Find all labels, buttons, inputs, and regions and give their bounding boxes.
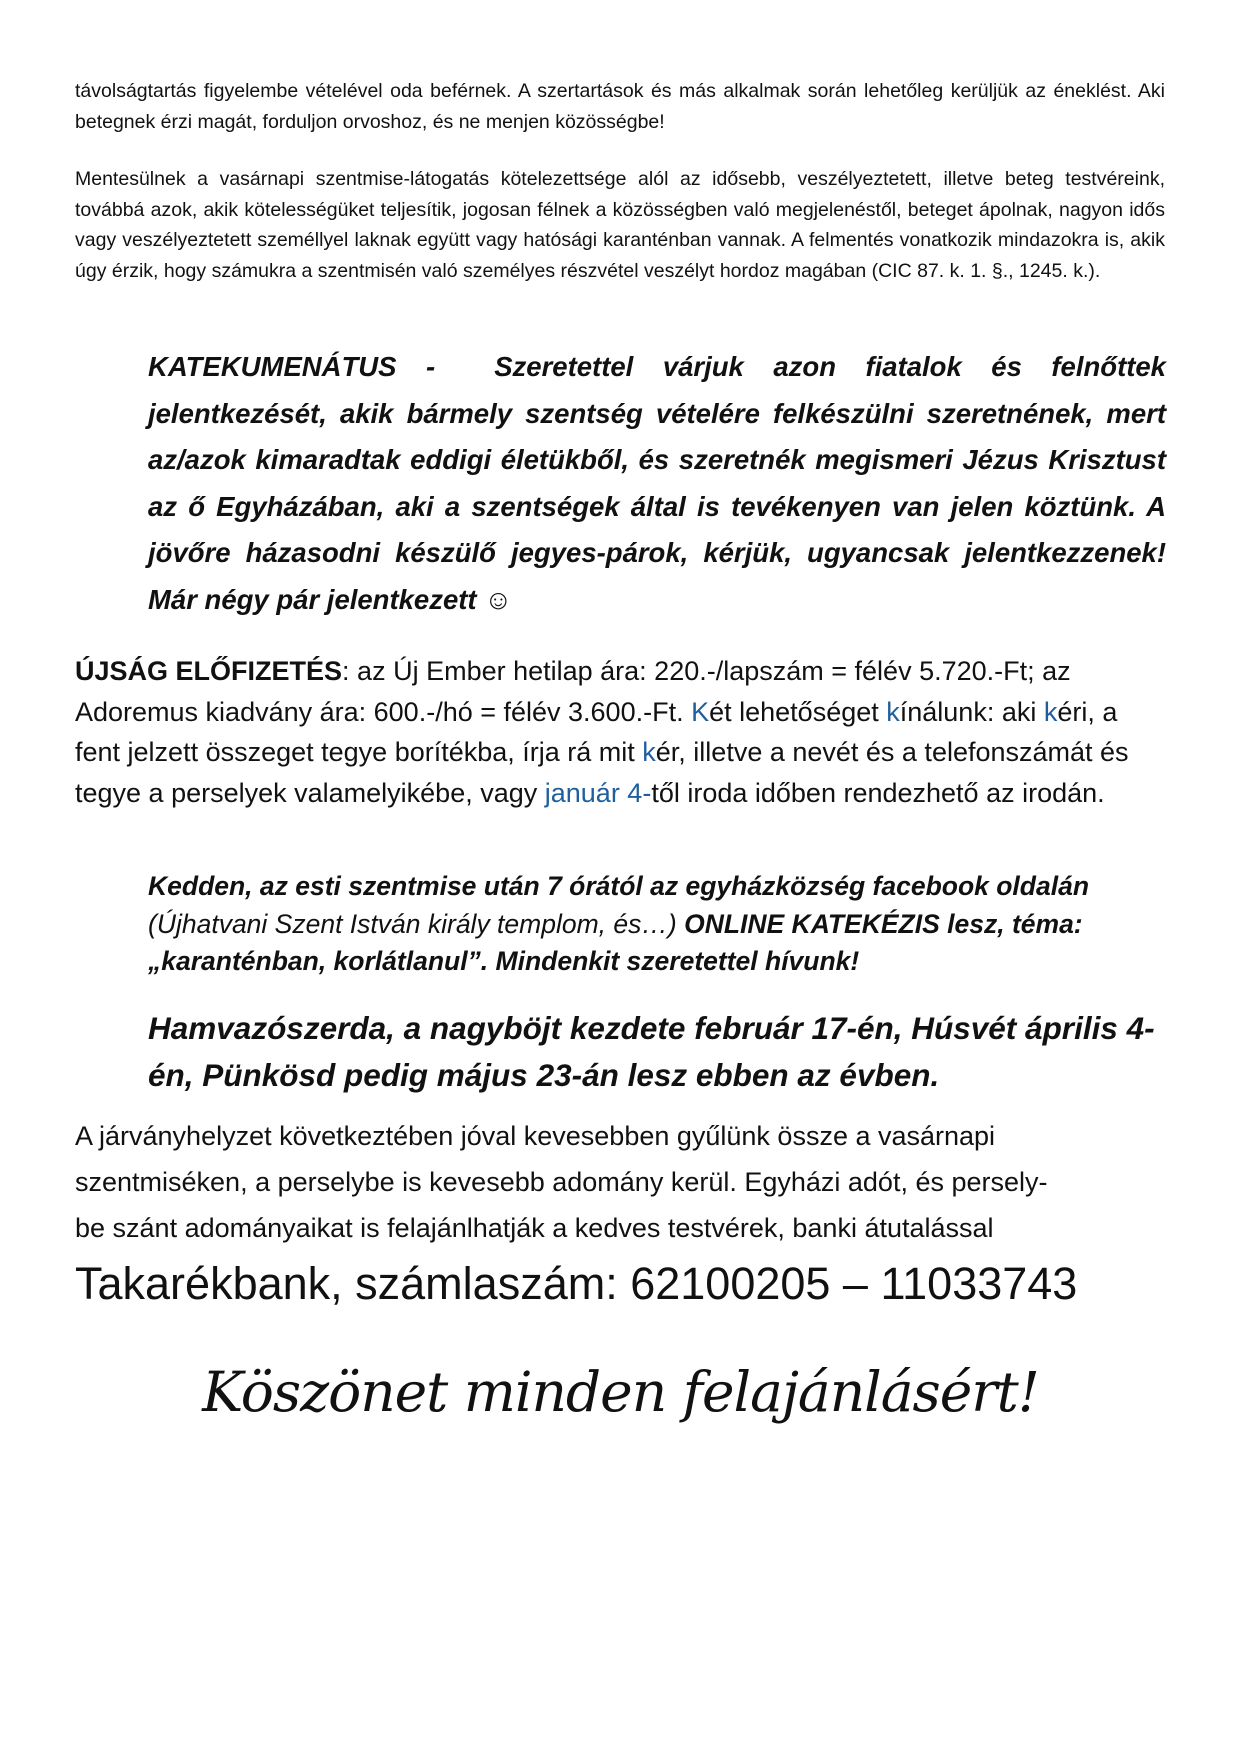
highlight-k-4: k bbox=[642, 737, 656, 767]
donation-line-3: be szánt adományaikat is felajánlhatják a kedves testvérek, banki átutalással bbox=[75, 1213, 994, 1243]
online-catechesis-notice bbox=[148, 868, 1168, 981]
lent-dates-notice: Hamvazószerda, a nagyböjt kezdete február 17-én, Húsvét április 4-én, Pünkösd pedig május 23-án lesz ebben az évben. bbox=[148, 1010, 1155, 1093]
catechumenate-notice bbox=[148, 344, 1166, 623]
newspaper-subscription-notice bbox=[75, 651, 1167, 813]
catechesis-text-2: ONLINE KATEKÉZIS lesz, téma: „karanténban, korlátlanul”. Mindenkit szeretettel hívunk! bbox=[148, 908, 1083, 976]
subscription-text-2: ét lehetőséget bbox=[709, 696, 887, 727]
catechumenate-separator: - bbox=[396, 351, 465, 382]
subscription-text-6: től iroda időben rendezhető az irodán. bbox=[651, 777, 1105, 808]
exemption-paragraph: Mentesülnek a vasárnapi szentmise-látogatás kötelezettsége alól az idősebb, veszélyeztetett, illetve beteg testvéreink, továbbá azok, akik kötelességüket teljesítik, jogosan félnek a közösségben való megjelenéstől, beteget ápolnak, nagyon idős vagy veszélyeztetett személlyel laknak együtt vagy hatósági karanténban vannak. A felmentés vonatkozik mindazokra is, akik úgy érzik, hogy számukra a szentmisén való személyes részvétel veszélyt hordoz magában (CIC 87. k. 1. §., 1245. k.). bbox=[75, 168, 1165, 282]
highlight-k-3: k bbox=[1043, 696, 1058, 727]
donation-line-1: A járványhelyzet következtében jóval kevesebben gyűlünk össze a vasárnapi bbox=[75, 1121, 996, 1151]
thanks-heading: Köszönet minden felajánlásért! bbox=[202, 1360, 1039, 1424]
donation-paragraph bbox=[75, 1113, 1175, 1251]
distancing-paragraph: távolságtartás figyelembe vételével oda beférnek. A szertartások és más alkalmak során lehetőleg kerüljük az éneklést. Aki betegnek érzi magát, forduljon orvoshoz, és ne menjen közösségbe! bbox=[75, 80, 1165, 133]
highlight-date: január 4- bbox=[544, 777, 652, 808]
subscription-text-5: ér, illetve a nevét és a telefonszámát és tegye a perselyek valamelyikébe, vagy bbox=[75, 737, 1129, 808]
subscription-text-1: : az Új Ember hetilap ára: 220.-/lapszám = félév 5.720.-Ft; az Adoremus kiadvány ára: 600.-/hó = félév 3.600.-Ft. bbox=[75, 656, 1071, 727]
catechumenate-title: KATEKUMENÁTUS bbox=[148, 351, 397, 382]
donation-line-2: szentmiséken, a perselybe is kevesebb adomány kerül. Egyházi adót, és persely- bbox=[75, 1167, 1048, 1197]
subscription-text-3: ínálunk: aki bbox=[899, 696, 1044, 727]
highlight-k-2: k bbox=[886, 696, 900, 727]
catechumenate-text: Szeretettel várjuk azon fiatalok és felnőttek jelentkezését, akik bármely szentség vételére felkészülni szeretnének, mert az/azok kimaradtak eddigi életükből, és szeretnék megismeri Jézus Krisztust az ő Egyházában, aki a szentségek által is tevékenyen van jelen köztünk. A jövőre házasodni készülő jegyes-párok, kérjük, ugyancsak jelentkezzenek! Már négy pár jelentkezett bbox=[148, 351, 1166, 615]
smiley-icon: ☺ bbox=[484, 583, 513, 615]
highlight-k-1: K bbox=[691, 696, 710, 727]
catechesis-text-1: Kedden, az esti szentmise után 7 órától az egyházközség facebook oldalán bbox=[148, 871, 1090, 901]
bank-account: Takarékbank, számlaszám: 62100205 – 11033743 bbox=[75, 1258, 1078, 1309]
facebook-page-name: (Újhatvani Szent István király templom, és…) bbox=[148, 908, 677, 939]
subscription-title: ÚJSÁG ELŐFIZETÉS bbox=[75, 656, 343, 686]
subscription-text-4: éri, a fent jelzett összeget tegye borítékba, írja rá mit bbox=[75, 696, 1118, 767]
